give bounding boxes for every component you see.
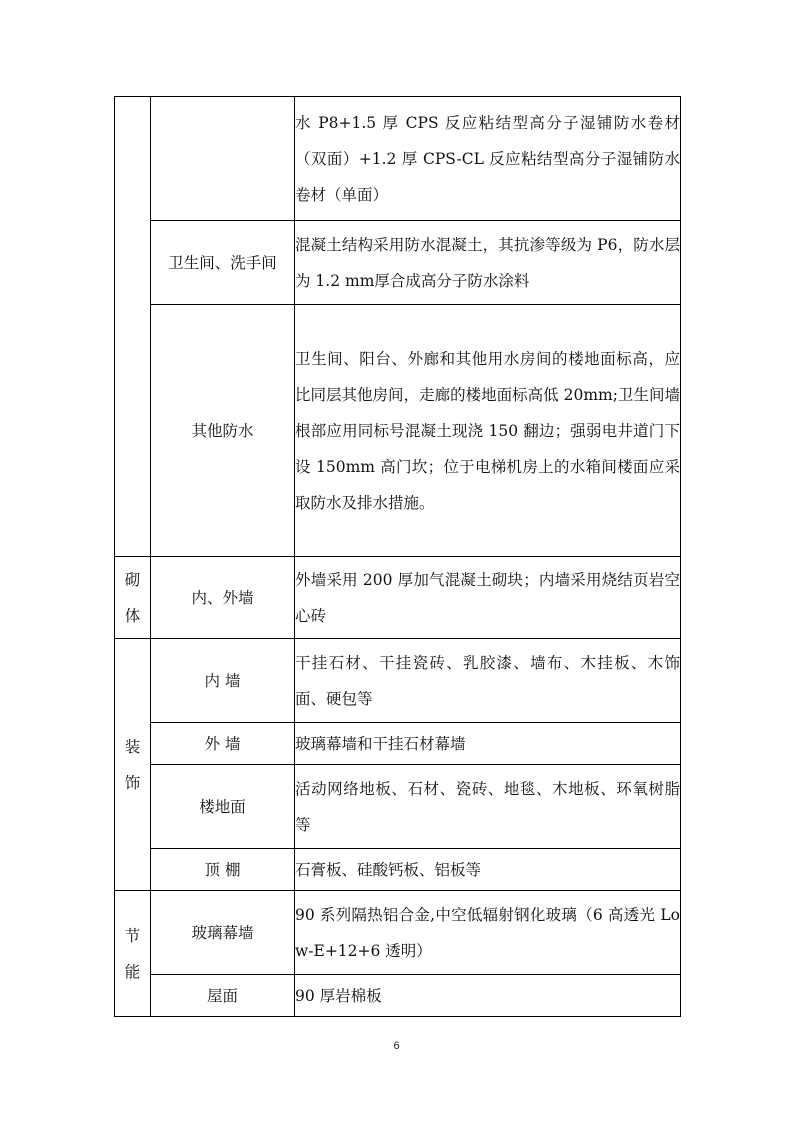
table-row [115,97,681,221]
subcategory-cell: 其他防水 [151,305,295,557]
description-cell: 石膏板、硅酸钙板、铝板等 [295,849,681,891]
category-char: 节 [124,926,141,945]
table-row [115,765,681,849]
table-row [115,221,681,305]
description-cell: 外墙采用 200 厚加气混凝土砌块；内墙采用烧结页岩空心砖 [295,557,681,639]
table-row [115,639,681,723]
description-cell: 混凝土结构采用防水混凝土，其抗渗等级为 P6，防水层为 1.2 mm厚合成高分子防水涂料 [295,221,681,305]
subcategory-cell: 楼地面 [151,765,295,849]
subcategory-cell: 内、外墙 [151,557,295,639]
subcategory-cell: 卫生间、洗手间 [151,221,295,305]
category-cell-decoration [115,639,151,891]
subcategory-cell: 玻璃幕墙 [151,891,295,975]
table-row [115,557,681,639]
table-row [115,305,681,557]
table-row [115,891,681,975]
description-cell: 干挂石材、干挂瓷砖、乳胶漆、墙布、木挂板、木饰面、硬包等 [295,639,681,723]
category-char: 饰 [124,773,141,792]
page-number: 6 [393,1040,400,1052]
subcategory-cell: 屋面 [151,975,295,1017]
description-cell: 卫生间、阳台、外廊和其他用水房间的楼地面标高，应比同层其他房间，走廊的楼地面标高低 20mm;卫生间墙根部应用同标号混凝土现浇 150 翻边；强弱电井道门下设 150mm 高门坎；位于电梯机房上的水箱间楼面应采取防水及排水措施。 [295,305,681,557]
table-row [115,975,681,1017]
category-char: 装 [124,737,141,756]
category-char: 能 [124,962,141,981]
description-cell: 水 P8+1.5 厚 CPS 反应粘结型高分子湿铺防水卷材（双面）+1.2 厚 CPS-CL 反应粘结型高分子湿铺防水卷材（单面） [295,97,681,221]
subcategory-cell: 内 墙 [151,639,295,723]
subcategory-cell: 顶 棚 [151,849,295,891]
category-cell-masonry [115,557,151,639]
table-row [115,849,681,891]
table-row [115,723,681,765]
subcategory-cell: 外 墙 [151,723,295,765]
description-cell: 90 厚岩棉板 [295,975,681,1017]
category-cell-energy-saving [115,891,151,1017]
category-char: 砌 [124,570,141,589]
specification-table [114,96,681,1017]
category-char: 体 [124,606,141,625]
category-cell-waterproofing [115,97,151,557]
subcategory-cell [151,97,295,221]
description-cell: 玻璃幕墙和干挂石材幕墙 [295,723,681,765]
description-cell: 90 系列隔热铝合金,中空低辐射钢化玻璃（6 高透光 Low-E+12+6 透明） [295,891,681,975]
description-cell: 活动网络地板、石材、瓷砖、地毯、木地板、环氧树脂等 [295,765,681,849]
